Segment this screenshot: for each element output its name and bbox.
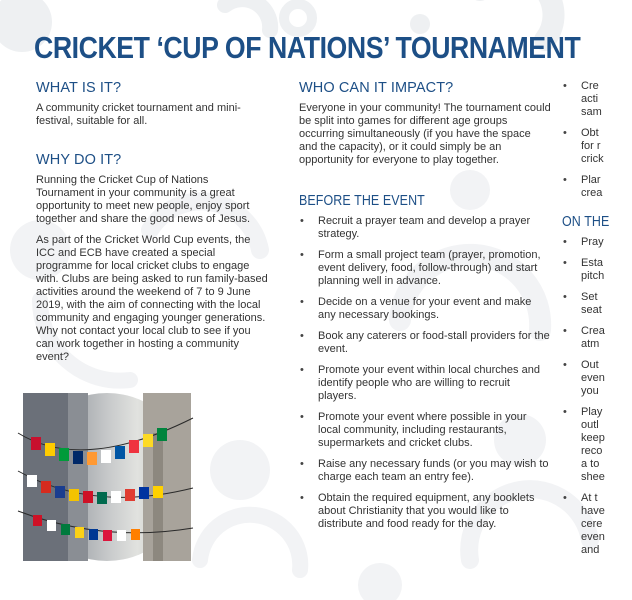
list-item: • Pray	[562, 236, 632, 249]
why-paragraph-1: Running the Cricket Cup of Nations Tournament in your community is a great opportunity to meet new people, enjoy sport together and share the good news of Jesus.	[36, 174, 251, 225]
cropped-list-bottom	[562, 236, 632, 557]
list-item: • Promote your event within local churches and identify people who are willing to recruit players.	[299, 364, 551, 403]
list-item: • Obtain the required equipment, any booklets about Christianity that you would like to distribute and food ready for the day.	[299, 492, 551, 531]
list-item: • Raise any necessary funds (or you may wish to charge each team an entry fee).	[299, 458, 551, 484]
list-item: • Decide on a venue for your event and make any necessary bookings.	[299, 296, 551, 322]
list-item: • Form a small project team (prayer, promotion, event delivery, food, follow-through) and start planning well in advance.	[299, 249, 551, 288]
list-item: • Esta pitch	[562, 257, 632, 283]
list-item: • Promote your event where possible in your local community, including restaurants, supermarkets and cricket clubs.	[299, 411, 551, 450]
list-item: • Obt for r crick	[562, 127, 632, 166]
list-item: • Plar crea	[562, 174, 632, 200]
cropped-list-top	[562, 80, 632, 200]
list-item: • Set seat	[562, 291, 632, 317]
list-item: • At t have cere even and	[562, 492, 632, 557]
list-item: • Book any caterers or food-stall providers for the event.	[299, 330, 551, 356]
section-heading-on-the-day: ON THE	[562, 214, 610, 230]
column-right-cropped	[562, 80, 632, 565]
section-heading-why: WHY DO IT?	[36, 152, 122, 168]
impact-text: Everyone in your community! The tournament could be split into games for different age groups occurring simultaneously (if you have the space and the capacity), or it could simply be an opportunity for everyone to play together.	[299, 102, 551, 166]
list-item: • Play outl keep reco a to shee	[562, 406, 632, 484]
list-item: • Out even you	[562, 359, 632, 398]
why-paragraph-2: As part of the Cricket World Cup events, the ICC and ECB have created a special programme for local cricket clubs to engage with. Clubs are being asked to run family-based activities around the weekend of 7 to 9 June 2019, with the aim of connecting with the local community and engaging younger generations. Why not contact your local club to see if you can work together in hosting a community event?	[36, 234, 268, 363]
column-middle	[299, 80, 551, 539]
list-item: • Recruit a prayer team and develop a prayer strategy.	[299, 215, 551, 241]
section-heading-before: BEFORE THE EVENT	[299, 193, 425, 209]
list-item: • Crea atm	[562, 325, 632, 351]
flag-bunting-photo	[23, 393, 191, 561]
column-left	[36, 80, 268, 372]
before-event-list	[299, 215, 551, 531]
flag-bunting-image	[23, 393, 191, 561]
section-heading-impact: WHO CAN IT IMPACT?	[299, 80, 454, 96]
list-item: • Cre acti sam	[562, 80, 632, 119]
page-title: CRICKET ‘CUP OF NATIONS’ TOURNAMENT	[34, 30, 581, 65]
section-heading-what: WHAT IS IT?	[36, 80, 122, 96]
what-text: A community cricket tournament and mini-festival, suitable for all.	[36, 102, 241, 127]
